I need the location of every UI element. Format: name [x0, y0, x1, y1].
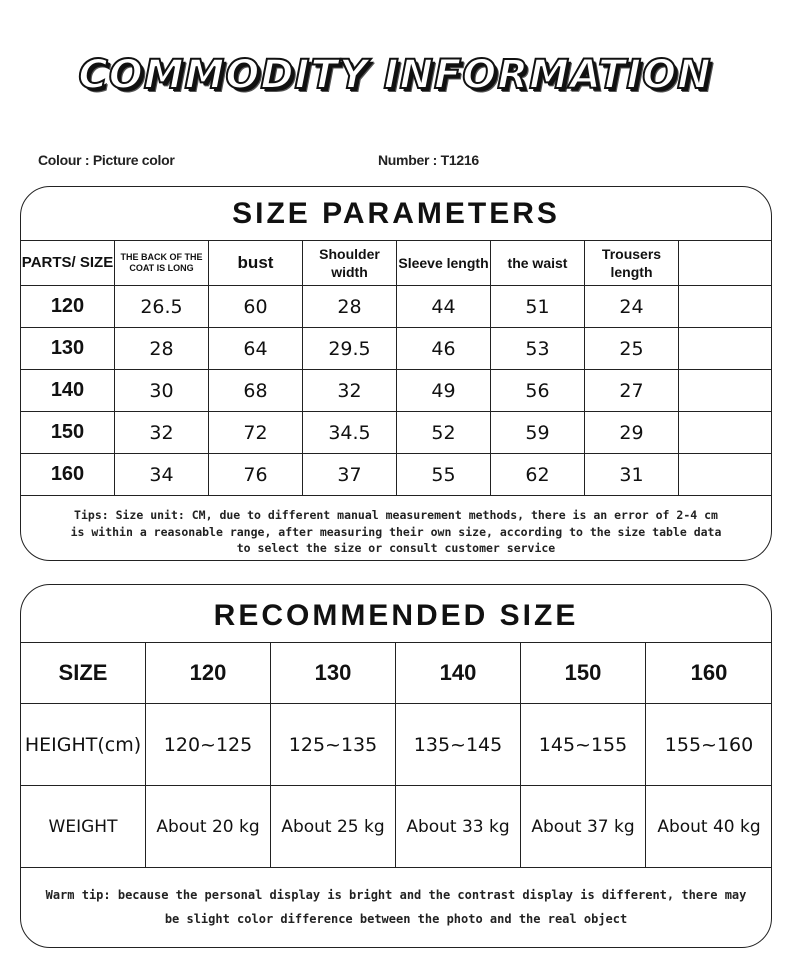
number-label: Number : T1216	[378, 152, 479, 168]
size-parameters-title: SIZE PARAMETERS	[232, 197, 560, 230]
value-cell: 56	[491, 370, 585, 412]
size-cell: 160	[21, 454, 115, 496]
size-cell: 130	[271, 643, 396, 704]
weight-cell: About 25 kg	[271, 786, 396, 868]
tips-line: Tips: Size unit: CM, due to different manual measurement methods, there is an error of 2-4 cm	[74, 508, 718, 522]
value-cell: 25	[585, 328, 679, 370]
value-cell: 32	[303, 370, 397, 412]
warm-tip-line: be slight color difference between the photo and the real object	[164, 912, 628, 926]
table-row	[21, 328, 773, 370]
column-header	[679, 241, 773, 286]
column-header: Trousers length	[585, 241, 679, 286]
table-row	[21, 643, 773, 704]
recommended-size-table	[20, 642, 772, 868]
colour-label: Colour : Picture color	[38, 152, 175, 168]
value-cell	[679, 286, 773, 328]
column-header: bust	[209, 241, 303, 286]
value-cell: 55	[397, 454, 491, 496]
tips-line: is within a reasonable range, after measuring their own size, according to the size table data	[70, 524, 722, 539]
value-cell: 44	[397, 286, 491, 328]
value-cell: 27	[585, 370, 679, 412]
value-cell: 34.5	[303, 412, 397, 454]
warm-tip	[21, 883, 771, 931]
size-cell: 160	[646, 643, 773, 704]
value-cell: 51	[491, 286, 585, 328]
size-parameters-table	[20, 240, 772, 496]
height-cell: 155~160	[646, 704, 773, 786]
table-row	[21, 786, 773, 868]
value-cell	[679, 328, 773, 370]
weight-cell: About 37 kg	[521, 786, 646, 868]
value-cell: 29	[585, 412, 679, 454]
warm-tip-line: Warm tip: because the personal display is bright and the contrast display is different, there may	[45, 888, 747, 902]
recommended-size-panel	[20, 584, 772, 948]
value-cell: 68	[209, 370, 303, 412]
recommended-size-title: RECOMMENDED SIZE	[213, 599, 579, 632]
value-cell: 26.5	[115, 286, 209, 328]
column-header: THE BACK OF THE COAT IS LONG	[115, 241, 209, 286]
size-cell: 120	[21, 286, 115, 328]
value-cell: 28	[115, 328, 209, 370]
height-cell: 125~135	[271, 704, 396, 786]
value-cell: 24	[585, 286, 679, 328]
table-row	[21, 454, 773, 496]
value-cell	[679, 370, 773, 412]
size-parameters-panel	[20, 186, 772, 561]
height-cell: 135~145	[396, 704, 521, 786]
value-cell: 37	[303, 454, 397, 496]
value-cell: 60	[209, 286, 303, 328]
row-header: HEIGHT(cm)	[21, 704, 146, 786]
size-cell: 150	[521, 643, 646, 704]
weight-cell: About 40 kg	[646, 786, 773, 868]
value-cell: 29.5	[303, 328, 397, 370]
value-cell: 34	[115, 454, 209, 496]
size-tips	[21, 507, 771, 557]
value-cell	[679, 412, 773, 454]
row-header: SIZE	[21, 643, 146, 704]
value-cell	[679, 454, 773, 496]
value-cell: 72	[209, 412, 303, 454]
value-cell: 59	[491, 412, 585, 454]
table-row	[21, 704, 773, 786]
value-cell: 31	[585, 454, 679, 496]
value-cell: 49	[397, 370, 491, 412]
size-cell: 150	[21, 412, 115, 454]
height-cell: 145~155	[521, 704, 646, 786]
value-cell: 32	[115, 412, 209, 454]
column-header: Shoulder width	[303, 241, 397, 286]
value-cell: 52	[397, 412, 491, 454]
size-cell: 140	[396, 643, 521, 704]
value-cell: 28	[303, 286, 397, 328]
row-header: WEIGHT	[21, 786, 146, 868]
weight-cell: About 20 kg	[146, 786, 271, 868]
table-row	[21, 412, 773, 454]
tips-line: to select the size or consult customer service	[236, 541, 556, 555]
value-cell: 62	[491, 454, 585, 496]
column-header: the waist	[491, 241, 585, 286]
column-header: Sleeve length	[397, 241, 491, 286]
table-row	[21, 286, 773, 328]
weight-cell: About 33 kg	[396, 786, 521, 868]
value-cell: 53	[491, 328, 585, 370]
value-cell: 46	[397, 328, 491, 370]
value-cell: 30	[115, 370, 209, 412]
size-cell: 140	[21, 370, 115, 412]
size-cell: 120	[146, 643, 271, 704]
table-row	[21, 370, 773, 412]
value-cell: 76	[209, 454, 303, 496]
size-cell: 130	[21, 328, 115, 370]
column-header: PARTS/ SIZE	[21, 241, 115, 286]
height-cell: 120~125	[146, 704, 271, 786]
page-title: COMMODITY INFORMATION	[78, 52, 712, 98]
table-header-row	[21, 241, 773, 286]
value-cell: 64	[209, 328, 303, 370]
